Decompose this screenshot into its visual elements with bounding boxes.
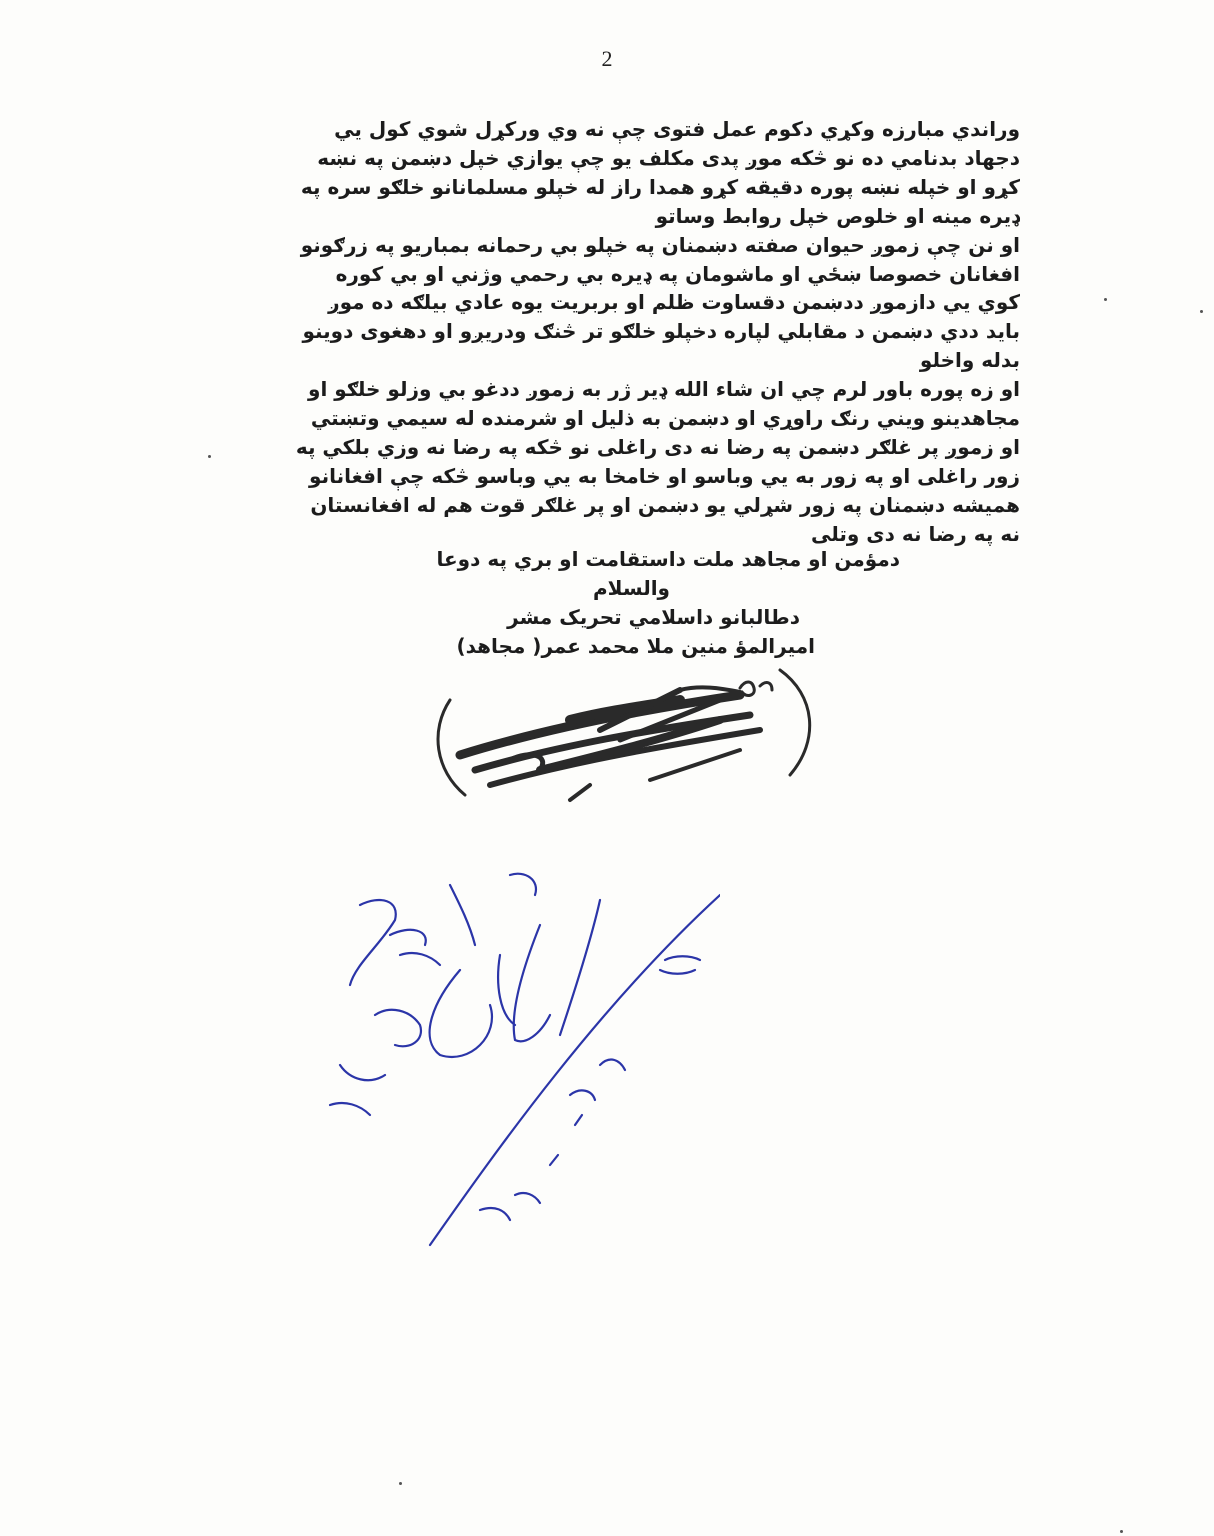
body-line: بايد ددي دښمن د مقابلي لپاره دخپلو خلګو تر څنګ ودريږو او دهغوی دوينو <box>302 319 1020 344</box>
scan-speck <box>1200 310 1203 313</box>
body-line: کړو او خپله نښه پوره دقيقه کړو همدا راز له خپلو مسلمانانو خلګو سره په <box>300 174 1020 199</box>
signatory-title: دطالبانو داسلامي تحريک مشر <box>507 604 800 629</box>
ink-stamp-signature <box>420 660 830 810</box>
letter-body <box>190 115 1020 549</box>
closing-salutation: والسلام <box>593 575 670 600</box>
body-line: کوي يي دازموږ ددښمن دقساوت ظلم او بربريت يوه عادي بيلګه ده موږ <box>328 290 1020 315</box>
body-line: او زه پوره باور لرم چي ان شاء الله ډير ژر به زموږ ددغو بي وزلو خلګو او <box>308 377 1020 402</box>
scan-speck <box>208 455 211 458</box>
letter-closing <box>300 545 900 661</box>
scan-speck <box>399 1482 402 1485</box>
body-line: دجهاد بدنامي ده نو څکه موږ پدی مکلف يو چې يوازي خپل دښمن په نښه <box>317 145 1020 170</box>
body-line: وراندي مبارزه وکړي دکوم عمل فتوی چې نه وي ورکړل شوي کول يي <box>334 117 1020 141</box>
body-line: هميشه دښمنان په زور شړلي يو دښمن او پر غلګر قوت هم له افغانستان <box>310 492 1020 517</box>
scan-speck <box>1104 298 1107 301</box>
page-number: 2 <box>601 46 613 71</box>
scan-speck <box>1120 1530 1123 1533</box>
body-line: بدله واخلو <box>919 348 1020 373</box>
body-line: افغانان خصوصا ښځي او ماشومان په ډيره بي رحمي وژني او بي کوره <box>335 261 1020 286</box>
handwritten-signature <box>300 865 720 1255</box>
body-line: او نن چې زموږ حيوان صفته دښمنان په خپلو بي رحمانه بمباريو په زرګونو <box>300 232 1020 257</box>
body-line: او زموږ پر غلګر دښمن په رضا نه دی راغلی نو څکه په رضا نه وزي بلکي په <box>295 434 1020 459</box>
body-line: ډيره مينه او خلوص خپل روابط وساتو <box>655 203 1020 228</box>
body-line: مجاهدينو ويني رنګ راوړي او دښمن به ذليل او شرمنده له سيمي وتښتي <box>310 406 1020 431</box>
body-line: زور راغلی او په زور به يي وباسو او خامخا به يي وباسو څکه چې افغانانو <box>309 463 1020 488</box>
body-line: نه په رضا نه دی وتلی <box>810 521 1020 546</box>
closing-prayer: دمؤمن او مجاهد ملت داستقامت او بري په دوعا <box>436 547 900 571</box>
signatory-name: اميرالمؤ منين ملا محمد عمر( مجاهد) <box>456 633 815 658</box>
